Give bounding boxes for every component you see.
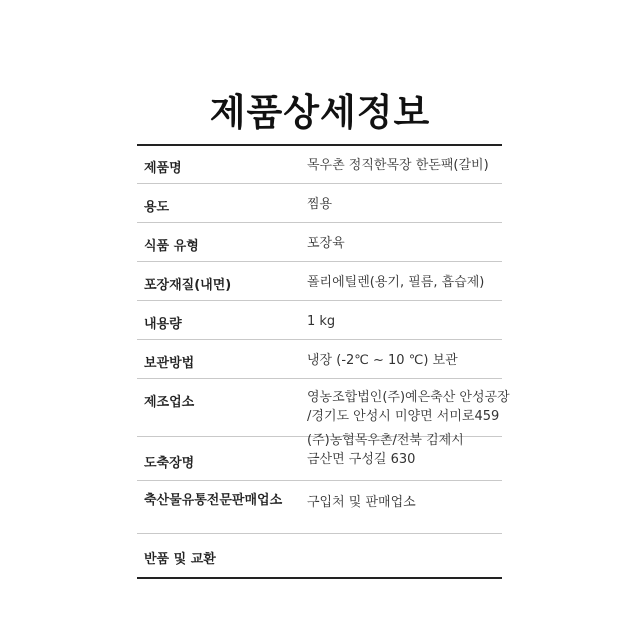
row-label: 식품 유형 <box>144 239 199 254</box>
row-value: 포장육 <box>307 236 345 251</box>
row-label: 용도 <box>144 200 170 215</box>
row-label: 반품 및 교환 <box>144 552 216 567</box>
row-label: 포장재질(내면) <box>144 278 232 293</box>
row-value: 1 kg <box>307 314 336 329</box>
row-value: 영농조합법인(주)예은축산 안성공장 /경기도 안성시 미양면 서미로459 <box>307 390 510 424</box>
table-row <box>137 534 502 577</box>
table-row <box>137 481 502 534</box>
table-row <box>137 433 502 481</box>
table-bottom-rule <box>137 577 502 579</box>
row-value: 냉장 (-2℃ ~ 10 ℃) 보관 <box>307 353 458 368</box>
row-label: 제조업소 <box>144 395 195 410</box>
table-row <box>137 301 502 340</box>
row-label: 보관방법 <box>144 356 195 371</box>
table-row <box>137 340 502 379</box>
row-label: 제품명 <box>144 161 182 176</box>
product-info-table <box>137 144 510 579</box>
page-title: 제품상세정보 <box>209 91 431 134</box>
row-label: 도축장명 <box>144 456 195 471</box>
row-label: 내용량 <box>144 317 182 332</box>
table-row <box>137 223 502 262</box>
row-value: 구입처 및 판매업소 <box>307 495 416 510</box>
row-value: 폴리에틸렌(용기, 필름, 흡습제) <box>307 275 485 290</box>
table-row <box>137 262 502 301</box>
row-value: 목우촌 정직한목장 한돈팩(갈비) <box>307 158 489 173</box>
table-row <box>137 184 502 223</box>
row-value: (주)농협목우촌/전북 김제시 금산면 구성길 630 <box>307 433 464 467</box>
row-label: 축산물유통전문판매업소 <box>144 493 283 508</box>
table-row <box>137 146 502 184</box>
row-value: 찜용 <box>307 197 333 212</box>
table-row <box>137 379 510 437</box>
